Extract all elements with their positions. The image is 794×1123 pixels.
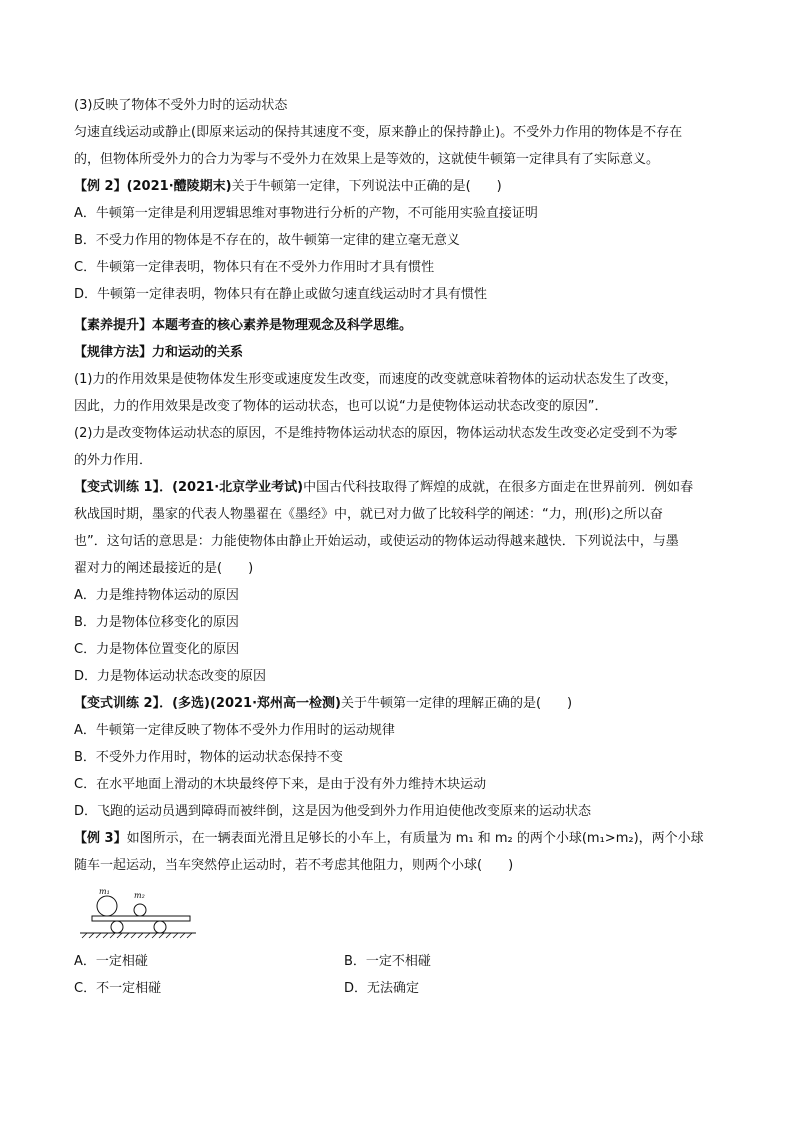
example3-options-row2 — [74, 975, 724, 1002]
method-p1-line2: 因此，力的作用效果是改变了物体的运动状态，也可以说“力是使物体运动状态改变的原因”． — [74, 399, 608, 414]
cart-figure — [74, 885, 724, 940]
variant1-question-line1: 【变式训练 1】．(2021·北京学业考试)中国古代科技取得了辉煌的成就，在很多方面走在世界前列．例如春 — [74, 480, 694, 495]
example3-option-d[interactable]: D．无法确定 — [344, 981, 420, 996]
variant2-option-a[interactable]: A．牛顿第一定律反映了物体不受外力作用时的运动规律 — [74, 723, 395, 738]
literacy-note: 【素养提升】本题考查的核心素养是物理观念及科学思维。 — [74, 318, 413, 333]
ground-hatching — [82, 933, 192, 938]
variant1-question-line2: 秋战国时期，墨家的代表人物墨翟在《墨经》中，就已对力做了比较科学的阐述：“力，刑(形)之所以奋 — [74, 507, 663, 522]
variant2-tag: 【变式训练 2】．(多选)(2021·郑州高一检测) — [74, 696, 341, 711]
document-body — [74, 92, 724, 1002]
example2-question — [74, 173, 724, 200]
variant1-option-a[interactable]: A．力是维持物体运动的原因 — [74, 588, 239, 603]
method-p1-line1: (1)力的作用效果是使物体发生形变或速度发生改变，而速度的改变就意味着物体的运动状态发生了改变， — [74, 372, 678, 387]
example2-tag: 【例 2】(2021·醴陵期末) — [74, 179, 232, 194]
method-p2-line2: 的外力作用． — [74, 453, 153, 468]
example2-option-c[interactable]: C．牛顿第一定律表明，物体只有在不受外力作用时才具有惯性 — [74, 260, 435, 275]
example2-option-b[interactable]: B．不受力作用的物体是不存在的，故牛顿第一定律的建立毫无意义 — [74, 233, 460, 248]
variant1-option-c[interactable]: C．力是物体位置变化的原因 — [74, 642, 240, 657]
example2-option-d[interactable]: D．牛顿第一定律表明，物体只有在静止或做匀速直线运动时才具有惯性 — [74, 287, 488, 302]
example2-option-a[interactable]: A．牛顿第一定律是利用逻辑思维对事物进行分析的产物，不可能用实验直接证明 — [74, 206, 538, 221]
variant2-option-d[interactable]: D．飞跑的运动员遇到障碍而被绊倒，这是因为他受到外力作用迫使他改变原来的运动状态 — [74, 804, 592, 819]
ball-m2 — [134, 904, 146, 916]
cart-with-balls-diagram — [74, 885, 204, 940]
variant1-option-d[interactable]: D．力是物体运动状态改变的原因 — [74, 669, 267, 684]
variant2-option-c[interactable]: C．在水平地面上滑动的木块最终停下来，是由于没有外力维持木块运动 — [74, 777, 487, 792]
example3-option-a[interactable]: A．一定相碰 — [74, 954, 148, 969]
variant1-tag: 【变式训练 1】．(2021·北京学业考试) — [74, 480, 304, 495]
variant2-question: 【变式训练 2】．(多选)(2021·郑州高一检测)关于牛顿第一定律的理解正确的是( ) — [74, 696, 573, 711]
cart-plank — [92, 916, 190, 921]
section3-para-line1: 匀速直线运动或静止(即原来运动的保持其速度不变，原来静止的保持静止)。不受外力作用的物体是不存在 — [74, 125, 683, 140]
method-p2-line1: (2)力是改变物体运动状态的原因，不是维持物体运动状态的原因，物体运动状态发生改变必定受到不为零 — [74, 426, 678, 441]
example3-option-c[interactable]: C．不一定相碰 — [74, 981, 162, 996]
example3-question-line2: 随车一起运动，当车突然停止运动时，若不考虑其他阻力，则两个小球( ) — [74, 858, 514, 873]
ball-m2-label: m₂ — [134, 891, 145, 900]
cart-wheel-right — [154, 921, 166, 933]
variant1-question-line3: 也”．这句话的意思是：力能使物体由静止开始运动，或使运动的物体运动得越来越快．下列说法中，与墨 — [74, 534, 679, 549]
example3-tag: 【例 3】 — [74, 831, 127, 846]
section3-para-line2: 的，但物体所受外力的合力为零与不受外力在效果上是等效的，这就使牛顿第一定律具有了实际意义。 — [74, 152, 660, 167]
variant2-option-b[interactable]: B．不受外力作用时，物体的运动状态保持不变 — [74, 750, 343, 765]
variant1-option-b[interactable]: B．力是物体位移变化的原因 — [74, 615, 239, 630]
section3-heading: (3)反映了物体不受外力时的运动状态 — [74, 98, 288, 113]
variant1-question-line4: 翟对力的阐述最接近的是( ) — [74, 561, 254, 576]
method-title: 【规律方法】力和运动的关系 — [74, 345, 244, 360]
cart-wheel-left — [111, 921, 123, 933]
example3-question-line1: 【例 3】如图所示，在一辆表面光滑且足够长的小车上，有质量为 m₁ 和 m₂ 的两个小球(m₁>m₂)，两个小球 — [74, 831, 704, 846]
ball-m1-label: m₁ — [99, 887, 110, 896]
example2-question-text: 关于牛顿第一定律，下列说法中正确的是( ) — [231, 179, 502, 194]
example3-options-row1 — [74, 948, 724, 975]
ball-m1 — [97, 896, 117, 916]
example3-option-b[interactable]: B．一定不相碰 — [344, 954, 431, 969]
